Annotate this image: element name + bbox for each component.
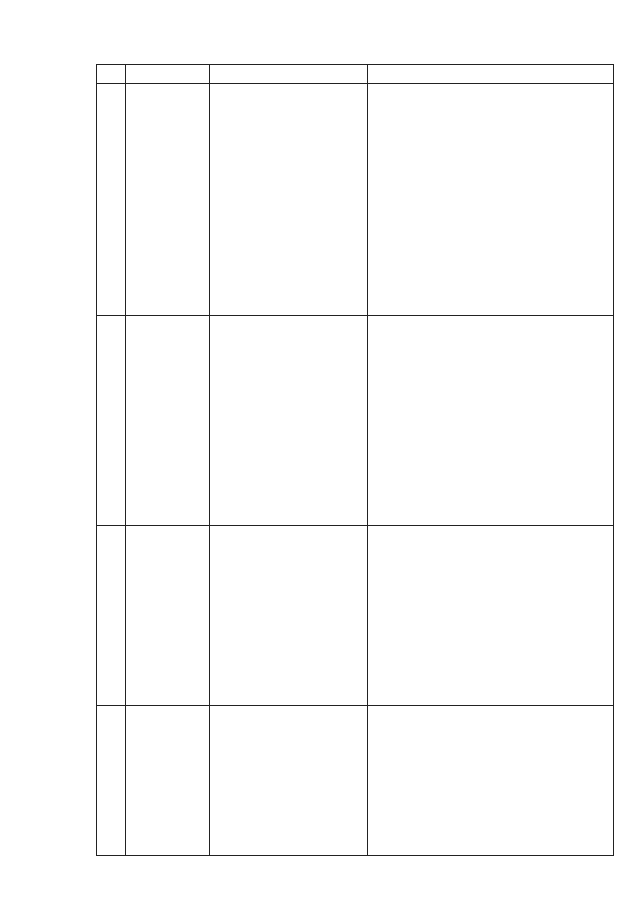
table-row-divider-1	[97, 315, 613, 316]
table-header-divider	[97, 83, 613, 84]
table-divider-col-2	[209, 65, 210, 855]
table-row-divider-3	[97, 705, 613, 706]
table-divider-col-3	[367, 65, 368, 855]
medication-table	[96, 64, 614, 856]
table-row-divider-2	[97, 525, 613, 526]
table-divider-col-1	[125, 65, 126, 855]
